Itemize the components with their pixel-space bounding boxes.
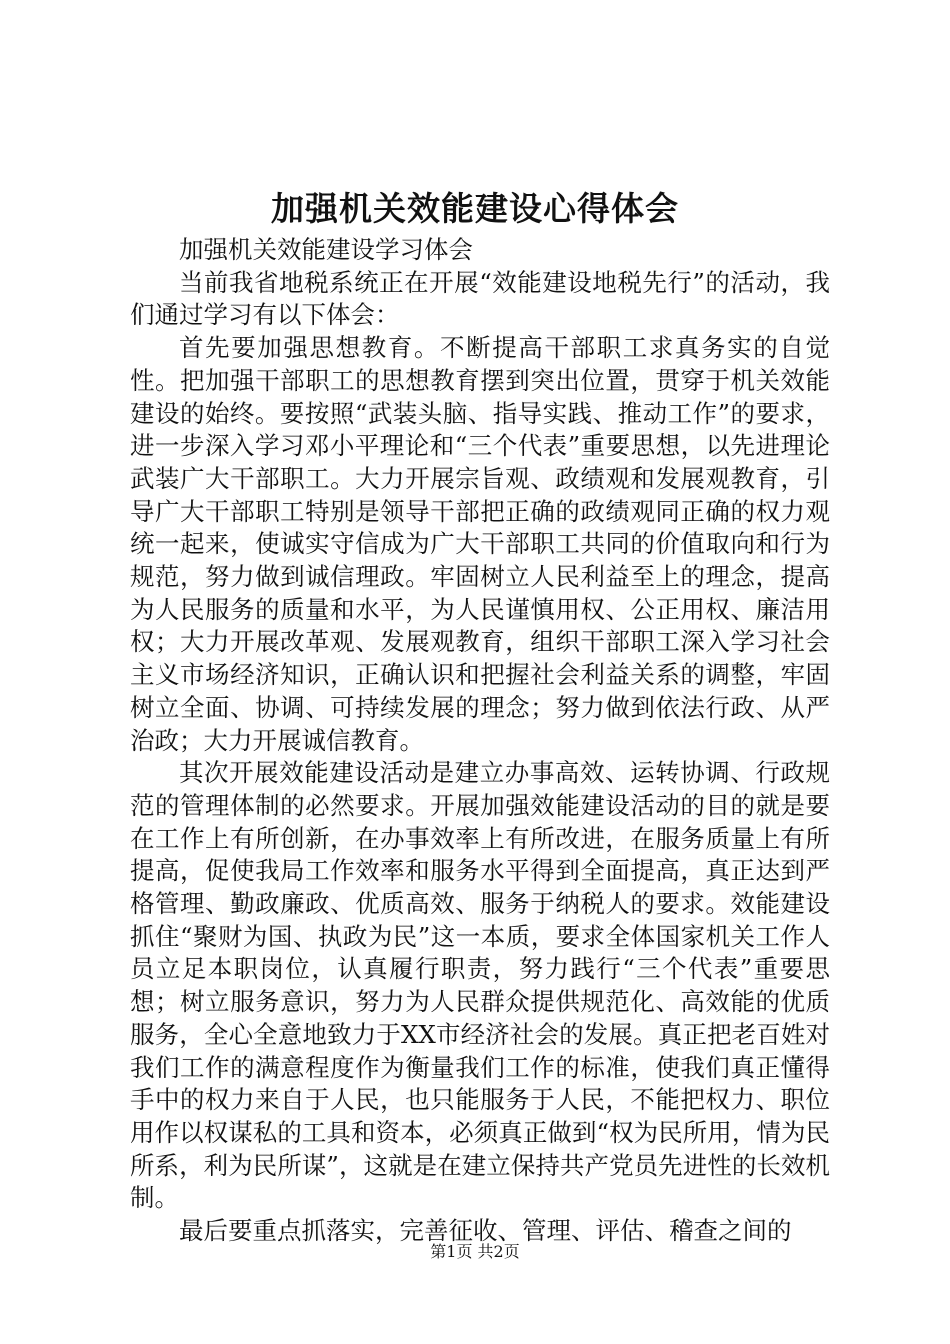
document-title: 加强机关效能建设心得体会 — [271, 189, 679, 228]
page-number-footer: 第1页 共2页 — [430, 1242, 520, 1261]
document-body — [130, 234, 830, 1248]
intro-paragraph: 当前我省地税系统正在开展“效能建设地税先行”的活动，我们通过学习有以下体会： — [130, 267, 830, 330]
body-paragraph: 首先要加强思想教育。不断提高干部职工求真务实的自觉性。把加强干部职工的思想教育摆到突出位置，贯穿于机关效能建设的始终。要按照“武装头脑、指导实践、推动工作”的要求，进一步深入学习邓小平理论和“三个代表”重要思想，以先进理论武装广大干部职工。大力开展宗旨观、政绩观和发展观教育，引导广大干部职工特别是领导干部把正确的政绩观同正确的权力观统一起来，使诚实守信成为广大干部职工共同的价值取向和行为规范，努力做到诚信理政。牢固树立人民利益至上的理念，提高为人民服务的质量和水平，为人民谨慎用权、公正用权、廉洁用权；大力开展改革观、发展观教育，组织干部职工深入学习社会主义市场经济知识，正确认识和把握社会利益关系的调整，牢固树立全面、协调、可持续发展的理念；努力做到依法行政、从严治政；大力开展诚信教育。 — [130, 333, 830, 755]
body-paragraph: 其次开展效能建设活动是建立办事高效、运转协调、行政规范的管理体制的必然要求。开展加强效能建设活动的目的就是要在工作上有所创新，在办事效率上有所改进，在服务质量上有所提高，促使我局工作效率和服务水平得到全面提高，真正达到严格管理、勤政廉政、优质高效、服务于纳税人的要求。效能建设抓住“聚财为国、执政为民”这一本质，要求全体国家机关工作人员立足本职岗位，认真履行职责，努力践行“三个代表”重要思想；树立服务意识，努力为人民群众提供规范化、高效能的优质服务，全心全意地致力于XX市经济社会的发展。真正把老百姓对我们工作的满意程度作为衡量我们工作的标准，使我们真正懂得手中的权力来自于人民，也只能服务于人民，不能把权力、职位用作以权谋私的工具和资本，必须真正做到“权为民所用，情为民所系，利为民所谋”，这就是在建立保持共产党员先进性的长效机制。 — [130, 758, 830, 1213]
subtitle-paragraph: 加强机关效能建设学习体会 — [179, 235, 473, 264]
body-paragraph: 最后要重点抓落实，完善征收、管理、评估、稽查之间的 — [179, 1216, 792, 1246]
